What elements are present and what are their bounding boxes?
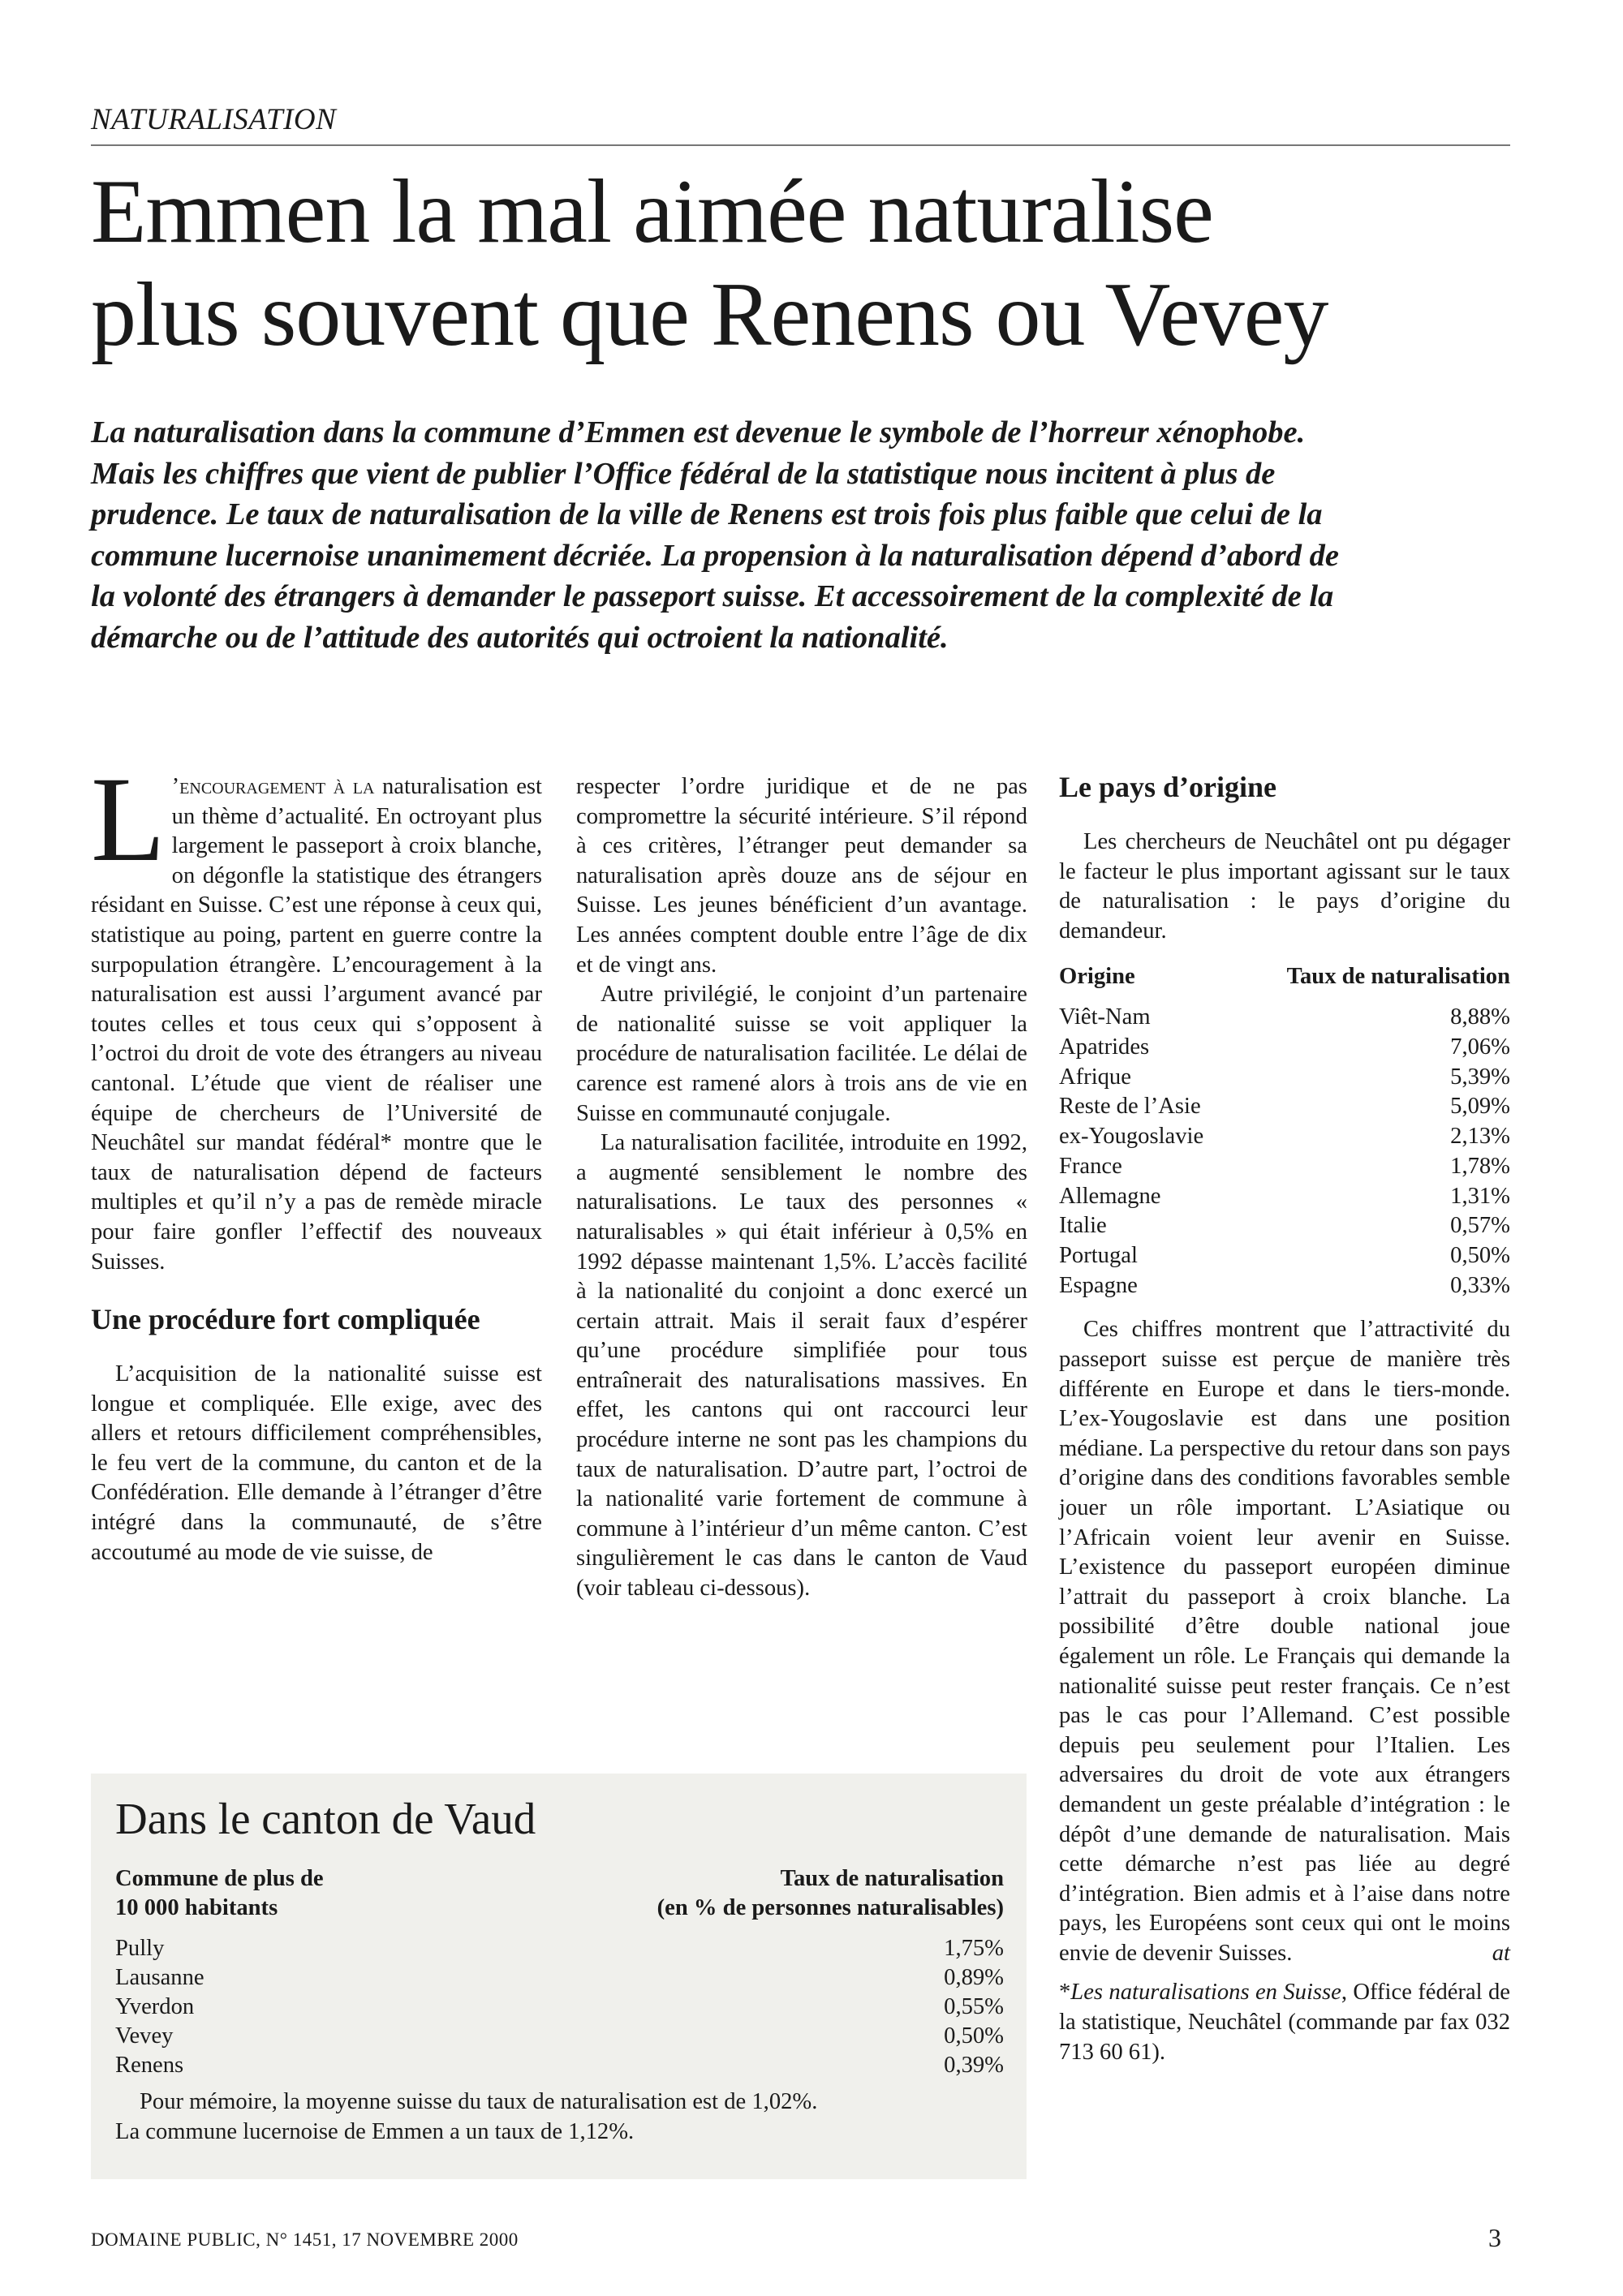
origin-header-left: Origine	[1059, 964, 1135, 990]
origin-table-row-name: Afrique	[1059, 1064, 1131, 1090]
column-3	[1059, 771, 1510, 2067]
footnote-title: Les naturalisations en Suisse	[1070, 1980, 1341, 2006]
origin-table-row-rate: 5,39%	[1450, 1064, 1510, 1090]
vaud-table-row-name: Lausanne	[115, 1965, 204, 1990]
vaud-note-1: Pour mémoire, la moyenne suisse du taux de naturalisation est de 1,02%.	[140, 2089, 818, 2114]
col1-smallcaps-opening: ’encouragement à la	[171, 774, 375, 799]
page-number: 3	[1488, 2223, 1501, 2252]
headline-line-2: plus souvent que Renens ou Vevey	[91, 264, 1328, 365]
lead-paragraph: La naturalisation dans la commune d’Emmen est devenue le symbole de l’horreur xénophobe. Mais les chiffres que vient de publier l’Office fédéral de la statistique nous incitent à plus de prudence. Le taux de naturalisation de la ville de Renens est trois fois plus faible que celui de la commune lucernoise unanimement décriée. La propension à la naturalisation dépend d’abord de la volonté des étrangers à demander le passeport suisse. Et accessoirement de la complexité de la démarche ou de l’attitude des autorités qui octroient la nationalité.	[91, 415, 1339, 655]
origin-table-row	[1059, 1092, 1510, 1122]
vaud-rate-table	[115, 1864, 1004, 2080]
vaud-note-2: La commune lucernoise de Emmen a un taux de 1,12%.	[115, 2119, 635, 2144]
origin-table-row-name: ex-Yougoslavie	[1059, 1124, 1204, 1150]
origin-table-row	[1059, 1122, 1510, 1152]
vaud-table-row-rate: 0,89%	[944, 1965, 1004, 1990]
origin-table-row-name: Viêt-Nam	[1059, 1004, 1151, 1030]
origin-table-row-rate: 5,09%	[1450, 1094, 1510, 1120]
col3-paragraph-1: Les chercheurs de Neuchâtel ont pu dégager le facteur le plus important agissant sur le taux de naturalisation : le pays d’origine du demandeur.	[1059, 829, 1510, 944]
vaud-header-right	[449, 1864, 1004, 1934]
headline-line-1: Emmen la mal aimée naturalise	[91, 161, 1213, 262]
col2-paragraph-1: respecter l’ordre juridique et de ne pas compromettre la sécurité intérieure. S’il répond à ces critères, l’étranger peut demander sa naturalisation après douze ans de séjour en Suisse. Les jeunes bénéficient d’un avantage. Les années comptent double entre l’âge de dix et de vingt ans.	[576, 774, 1027, 978]
col1-paragraph-1	[91, 752, 542, 1277]
vaud-box-title: Dans le canton de Vaud	[115, 1794, 536, 1843]
vaud-table-row-name: Yverdon	[115, 1994, 195, 2019]
vaud-table-header	[115, 1864, 1004, 1934]
origin-table-row-rate: 7,06%	[1450, 1034, 1510, 1060]
origin-table-row-rate: 0,50%	[1450, 1243, 1510, 1268]
vaud-header-left-line-1: Commune de plus de	[115, 1866, 324, 1891]
vaud-table-row	[115, 2051, 1004, 2080]
column-1	[91, 752, 542, 1567]
column-2	[576, 772, 1027, 1604]
vaud-table-row	[115, 1963, 1004, 1993]
vaud-header-left-line-2: 10 000 habitants	[115, 1895, 278, 1920]
origin-table-header	[1059, 962, 1510, 1003]
drop-cap: L	[91, 752, 166, 887]
origin-table-row-rate: 8,88%	[1450, 1004, 1510, 1030]
origin-table-row-rate: 2,13%	[1450, 1124, 1510, 1150]
origin-table-row	[1059, 1241, 1510, 1271]
section-rubric: NATURALISATION	[91, 103, 337, 136]
origin-rate-table	[1059, 962, 1510, 1301]
origin-header-right: Taux de naturalisation	[1286, 964, 1510, 990]
vaud-table-row	[115, 1934, 1004, 1963]
origin-table-row-name: Italie	[1059, 1213, 1107, 1239]
vaud-header-right-line-2: (en % de personnes naturalisables)	[657, 1895, 1004, 1920]
footnote-text: , Office fédéral de la statistique, Neuchâtel (commande par fax 032 713 60 61).	[1059, 1980, 1510, 2065]
origin-table-row	[1059, 1271, 1510, 1301]
col2-paragraph-3: La naturalisation facilitée, introduite en 1992, a augmenté sensiblement le nombre des naturalisations. Le taux des personnes « naturalisables » qui était inférieur à 0,5% en 1992 dépasse maintenant 1,5%. L’accès facilité à la nationalité du conjoint a donc exercé un certain attrait. Mais il serait faux d’espérer qu’une procédure simplifiée pour tous entraînerait des naturalisations massives. En effet, les cantons qui ont raccourci leur procédure interne ne sont pas les champions du taux de naturalisation. D’autre part, l’octroi de la nationalité varie fortement de commune à commune à l’intérieur d’un même canton. C’est singulièrement le cas dans le canton de Vaud (voir tableau ci-dessous).	[576, 1130, 1027, 1602]
vaud-box-note	[115, 2087, 1004, 2147]
vaud-table-wrapper	[115, 1864, 1004, 2080]
col3-paragraph-2	[1059, 1315, 1510, 1968]
vaud-table-row-name: Renens	[115, 2053, 184, 2078]
footnote	[1059, 1978, 1510, 2067]
author-signature: at	[1492, 1940, 1510, 1966]
origin-table-row-rate: 1,78%	[1450, 1153, 1510, 1179]
headline	[91, 161, 1535, 367]
subhead-procedure: Une procédure fort compliquée	[91, 1303, 480, 1336]
origin-table-row-name: France	[1059, 1153, 1122, 1179]
origin-table-row-name: Espagne	[1059, 1272, 1138, 1298]
origin-table-row	[1059, 1063, 1510, 1093]
footer-publication: DOMAINE PUBLIC, N° 1451, 17 NOVEMBRE 2000	[91, 2229, 519, 2250]
vaud-table-row-rate: 0,50%	[944, 2023, 1004, 2049]
footnote-marker: *	[1059, 1980, 1071, 2006]
vaud-table-row-name: Vevey	[115, 2023, 174, 2049]
vaud-header-left	[115, 1864, 449, 1934]
origin-table-row-name: Reste de l’Asie	[1059, 1094, 1201, 1120]
origin-table-row	[1059, 1152, 1510, 1182]
origin-table-row-name: Portugal	[1059, 1243, 1138, 1268]
vaud-header-right-line-1: Taux de naturalisation	[780, 1866, 1004, 1891]
origin-table-row-rate: 0,57%	[1450, 1213, 1510, 1239]
vaud-table-row-rate: 1,75%	[944, 1936, 1004, 1961]
vaud-table-row-name: Pully	[115, 1936, 165, 1961]
origin-table-row	[1059, 1211, 1510, 1241]
origin-table-row-name: Apatrides	[1059, 1034, 1150, 1060]
origin-table-row	[1059, 1033, 1510, 1063]
vaud-table-row-rate: 0,55%	[944, 1994, 1004, 2019]
col1-paragraph-2: L’acquisition de la nationalité suisse est longue et compliquée. Elle exige, avec des allers et retours difficilement compréhensibles, le feu vert de la commune, du canton et de la Confédération. Elle demande à l’étranger d’être intégré dans la communauté, de s’être accoutumé au mode de vie suisse, de	[91, 1361, 542, 1565]
subhead-pays-origine: Le pays d’origine	[1059, 771, 1277, 803]
origin-table-row-name: Allemagne	[1059, 1183, 1161, 1209]
origin-table-row-rate: 1,31%	[1450, 1183, 1510, 1209]
vaud-table-row	[115, 1993, 1004, 2022]
vaud-table-row-rate: 0,39%	[944, 2053, 1004, 2078]
rubric-rule	[91, 144, 1510, 146]
col3-paragraph-2-text: Ces chiffres montrent que l’attractivité du passeport suisse est perçue de manière très différente en Europe et dans le tiers-monde. L’ex-Yougoslavie est dans une position médiane. La perspective du retour dans son pays d’origine dans des conditions favorables semble jouer un rôle important. L’Asiatique ou l’Africain voient leur avenir en Suisse. L’existence du passeport européen diminue l’attrait du passeport à croix blanche. La possibilité d’être double national joue également un rôle. Le Français qui demande la nationalité suisse peut rester français. Ce n’est pas le cas pour l’Allemand. C’est possible depuis peu seulement pour l’Italien. Les adversaires du droit de vote aux étrangers demandent un geste préalable d’intégration : le dépôt d’une demande de naturalisation. Mais cette démarche n’est pas liée au degré d’intégration. Bien admis et à l’aise dans notre pays, les Européens sont ceux qui ont le moins envie de devenir Suisses.	[1059, 1317, 1510, 1966]
origin-table-row-rate: 0,33%	[1450, 1272, 1510, 1298]
col2-paragraph-2: Autre privilégié, le conjoint d’un partenaire de nationalité suisse se voit appliquer la procédure de naturalisation facilitée. Le délai de carence est ramené alors à trois ans de vie en Suisse en communauté conjugale.	[576, 982, 1027, 1126]
vaud-table-row	[115, 2022, 1004, 2051]
origin-table-row	[1059, 1003, 1510, 1033]
origin-table-row	[1059, 1182, 1510, 1212]
col1-paragraph-1-text: naturalisation est un thème d’actualité. En octroyant plus largement le passeport à croix blanche, on dégonfle la statistique des étrangers résidant en Suisse. C’est une réponse à ceux qui, statistique au poing, partent en guerre contre la surpopulation étrangère. L’encouragement à la naturalisation est aussi l’argument avancé par toutes celles et tous ceux qui s’opposent à l’octroi du droit de vote des étrangers au niveau cantonal. L’étude que vient de réaliser une équipe de chercheurs de l’Université de Neuchâtel sur mandat fédéral* montre que le taux de naturalisation dépend de facteurs multiples et qu’il n’y a pas de remède miracle pour faire gonfler l’effectif des nouveaux Suisses.	[91, 774, 542, 1275]
